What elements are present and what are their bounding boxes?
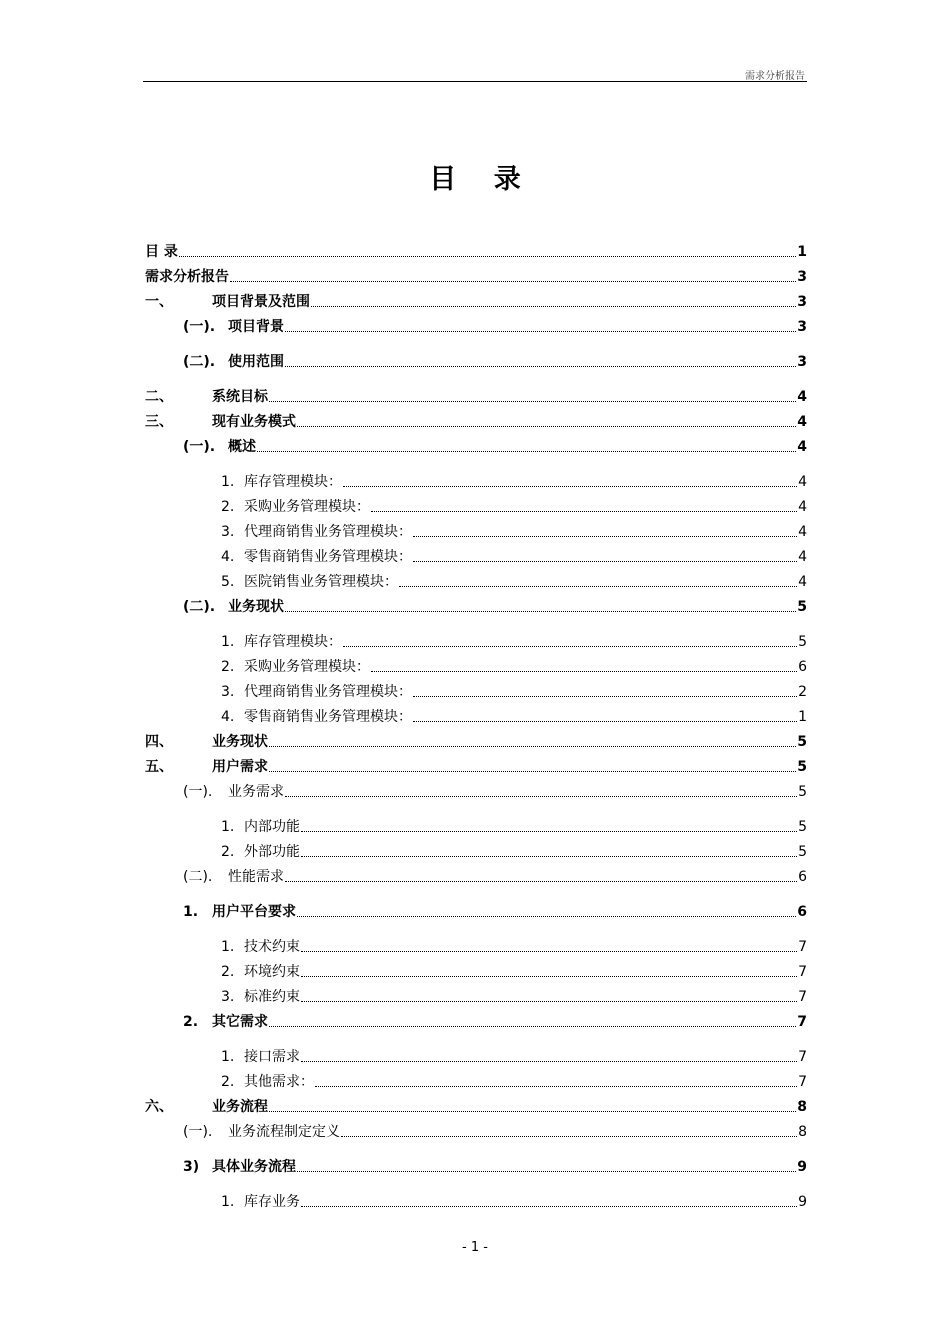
toc-entry-page: 9 xyxy=(797,1159,807,1175)
toc-entry-page: 1 xyxy=(797,244,807,260)
toc-entry-number: 三、 xyxy=(145,414,173,430)
toc-dot-leader xyxy=(301,1001,797,1002)
toc-entry-title: 其它需求 xyxy=(212,1014,268,1030)
toc-dot-leader xyxy=(285,366,796,367)
toc-entry-page: 5 xyxy=(798,844,807,860)
toc-entry-title: 现有业务模式 xyxy=(212,414,296,430)
toc-entry-number: 2. xyxy=(221,659,235,675)
toc-entry-title: 性能需求 xyxy=(228,869,284,885)
toc-entry-number: 2. xyxy=(183,1014,199,1030)
toc-entry[interactable] xyxy=(221,522,807,542)
toc-entry-page: 4 xyxy=(797,389,807,405)
toc-dot-leader xyxy=(285,796,797,797)
toc-entry-page: 3 xyxy=(797,319,807,335)
toc-entry-title: 库存管理模块： xyxy=(244,474,342,490)
toc-entry-title: 项目背景及范围 xyxy=(212,294,310,310)
toc-entry-number: (二). xyxy=(183,869,213,885)
toc-entry[interactable] xyxy=(221,1047,807,1067)
toc-entry[interactable] xyxy=(221,632,807,652)
toc-dot-leader xyxy=(269,1111,796,1112)
toc-dot-leader xyxy=(315,1086,797,1087)
toc-entry-number: 1. xyxy=(221,819,235,835)
toc-entry-number: 2. xyxy=(221,964,235,980)
toc-dot-leader xyxy=(297,426,796,427)
toc-entry-title: 项目背景 xyxy=(228,319,284,335)
toc-dot-leader xyxy=(301,831,797,832)
toc-entry-title: 用户需求 xyxy=(212,759,268,775)
toc-entry-number: (一). xyxy=(183,439,216,455)
toc-entry-page: 5 xyxy=(797,759,807,775)
toc-entry-title: 代理商销售业务管理模块： xyxy=(244,684,412,700)
toc-entry-number: (一). xyxy=(183,1124,213,1140)
toc-entry[interactable] xyxy=(183,352,807,372)
toc-entry-page: 4 xyxy=(798,499,807,515)
toc-entry[interactable] xyxy=(221,817,807,837)
toc-entry-page: 5 xyxy=(797,599,807,615)
toc-entry-number: 2. xyxy=(221,1074,235,1090)
toc-entry-title: 零售商销售业务管理模块： xyxy=(244,709,412,725)
toc-entry[interactable] xyxy=(221,657,807,677)
toc-dot-leader xyxy=(371,671,797,672)
toc-entry-number: 1. xyxy=(221,1049,235,1065)
toc-entry-number: 4. xyxy=(221,709,235,725)
toc-entry-page: 4 xyxy=(797,414,807,430)
toc-dot-leader xyxy=(179,256,796,257)
toc-entry[interactable] xyxy=(221,572,807,592)
toc-entry[interactable] xyxy=(183,1157,807,1177)
toc-entry-number: 5. xyxy=(221,574,235,590)
toc-entry-page: 1 xyxy=(798,709,807,725)
toc-dot-leader xyxy=(413,561,797,562)
toc-entry-title: 用户平台要求 xyxy=(212,904,296,920)
toc-entry-title: 需求分析报告 xyxy=(145,269,229,285)
toc-entry-title: 概述 xyxy=(228,439,256,455)
toc-entry[interactable] xyxy=(221,987,807,1007)
toc-entry-page: 3 xyxy=(797,269,807,285)
toc-entry[interactable] xyxy=(183,782,807,802)
toc-dot-leader xyxy=(301,856,797,857)
toc-entry-number: (一). xyxy=(183,784,213,800)
toc-entry-number: 2. xyxy=(221,499,235,515)
toc-entry-title: 业务现状 xyxy=(212,734,268,750)
toc-entry-title: 其他需求： xyxy=(244,1074,314,1090)
toc-entry-title: 业务需求 xyxy=(228,784,284,800)
toc-entry-page: 8 xyxy=(797,1099,807,1115)
toc-entry-number: 3) xyxy=(183,1159,200,1175)
toc-entry-number: 3. xyxy=(221,684,235,700)
toc-entry[interactable] xyxy=(221,472,807,492)
toc-entry[interactable] xyxy=(145,242,807,262)
toc-entry[interactable] xyxy=(221,937,807,957)
toc-entry-page: 6 xyxy=(797,904,807,920)
toc-entry[interactable] xyxy=(145,412,807,432)
toc-dot-leader xyxy=(311,306,796,307)
toc-dot-leader xyxy=(269,771,796,772)
toc-entry-page: 7 xyxy=(798,964,807,980)
toc-entry-page: 5 xyxy=(798,784,807,800)
toc-entry-number: 2. xyxy=(221,844,235,860)
toc-entry-page: 4 xyxy=(798,474,807,490)
toc-entry-page: 7 xyxy=(798,1049,807,1065)
toc-entry-title: 使用范围 xyxy=(228,354,284,370)
toc-dot-leader xyxy=(257,451,796,452)
toc-entry-page: 8 xyxy=(798,1124,807,1140)
toc-entry-page: 6 xyxy=(798,869,807,885)
toc-entry[interactable] xyxy=(145,267,807,287)
toc-entry-title: 技术约束 xyxy=(244,939,300,955)
toc-dot-leader xyxy=(301,1061,797,1062)
toc-entry-title: 代理商销售业务管理模块： xyxy=(244,524,412,540)
toc-dot-leader xyxy=(285,331,796,332)
toc-dot-leader xyxy=(413,536,797,537)
toc-dot-leader xyxy=(413,696,797,697)
toc-dot-leader xyxy=(285,881,797,882)
toc-entry-title: 采购业务管理模块： xyxy=(244,659,370,675)
toc-entry-number: (二). xyxy=(183,354,216,370)
toc-entry-title: 零售商销售业务管理模块： xyxy=(244,549,412,565)
toc-entry-number: 1. xyxy=(183,904,199,920)
toc-entry[interactable] xyxy=(221,682,807,702)
toc-entry[interactable] xyxy=(221,842,807,862)
toc-dot-leader xyxy=(301,1206,797,1207)
toc-dot-leader xyxy=(297,1171,796,1172)
toc-entry-page: 4 xyxy=(797,439,807,455)
page-header-text: 需求分析报告 xyxy=(745,71,805,82)
toc-dot-leader xyxy=(343,646,797,647)
toc-entry-page: 4 xyxy=(798,524,807,540)
toc-entry-title: 业务流程制定定义 xyxy=(228,1124,340,1140)
toc-entry[interactable] xyxy=(145,292,807,312)
toc-entry-page: 7 xyxy=(798,989,807,1005)
toc-entry-number: 六、 xyxy=(145,1099,173,1115)
toc-entry-number: 一、 xyxy=(145,294,173,310)
toc-entry-page: 5 xyxy=(797,734,807,750)
toc-entry-number: 1. xyxy=(221,634,235,650)
toc-dot-leader xyxy=(269,1026,796,1027)
toc-entry-title: 医院销售业务管理模块： xyxy=(244,574,398,590)
toc-entry[interactable] xyxy=(221,1072,807,1092)
toc-entry-title: 具体业务流程 xyxy=(212,1159,296,1175)
toc-entry-page: 3 xyxy=(797,354,807,370)
toc-entry-title: 业务现状 xyxy=(228,599,284,615)
toc-entry-number: 五、 xyxy=(145,759,173,775)
toc-entry-number: 1. xyxy=(221,939,235,955)
toc-entry-number: 3. xyxy=(221,524,235,540)
toc-dot-leader xyxy=(301,951,797,952)
toc-entry[interactable] xyxy=(183,597,807,617)
toc-entry-page: 7 xyxy=(797,1014,807,1030)
toc-entry[interactable] xyxy=(183,1122,807,1142)
page-number: - 1 - xyxy=(462,1240,488,1255)
toc-entry-page: 5 xyxy=(798,634,807,650)
toc-entry-title: 环境约束 xyxy=(244,964,300,980)
toc-entry-page: 7 xyxy=(798,939,807,955)
toc-entry-title: 标准约束 xyxy=(244,989,300,1005)
toc-entry[interactable] xyxy=(183,1012,807,1032)
toc-dot-leader xyxy=(297,916,796,917)
toc-entry[interactable] xyxy=(145,387,807,407)
toc-entry[interactable] xyxy=(221,1192,807,1212)
toc-entry-number: (一). xyxy=(183,319,216,335)
toc-entry[interactable] xyxy=(145,757,807,777)
toc-entry[interactable] xyxy=(221,497,807,517)
toc-entry-number: 4. xyxy=(221,549,235,565)
toc-dot-leader xyxy=(399,586,797,587)
toc-entry-number: 四、 xyxy=(145,734,173,750)
toc-entry-page: 4 xyxy=(798,549,807,565)
toc-entry-page: 3 xyxy=(797,294,807,310)
toc-entry-page: 9 xyxy=(798,1194,807,1210)
toc-entry[interactable] xyxy=(183,867,807,887)
toc-dot-leader xyxy=(371,511,797,512)
toc-dot-leader xyxy=(285,611,796,612)
toc-entry-page: 7 xyxy=(798,1074,807,1090)
toc-dot-leader xyxy=(341,1136,797,1137)
toc-entry-number: 1. xyxy=(221,474,235,490)
toc-entry-title: 目 录 xyxy=(145,244,178,260)
toc-entry-title: 采购业务管理模块： xyxy=(244,499,370,515)
toc-entry-number: 二、 xyxy=(145,389,173,405)
toc-dot-leader xyxy=(230,281,796,282)
toc-entry[interactable] xyxy=(183,902,807,922)
toc-entry-title: 业务流程 xyxy=(212,1099,268,1115)
toc-entry[interactable] xyxy=(221,707,807,727)
toc-entry[interactable] xyxy=(145,1097,807,1117)
toc-dot-leader xyxy=(269,746,796,747)
toc-entry-title: 系统目标 xyxy=(212,389,268,405)
toc-dot-leader xyxy=(301,976,797,977)
toc-entry-title: 外部功能 xyxy=(244,844,300,860)
toc-entry-title: 接口需求 xyxy=(244,1049,300,1065)
toc-entry[interactable] xyxy=(221,962,807,982)
toc-dot-leader xyxy=(343,486,797,487)
toc-dot-leader xyxy=(269,401,796,402)
toc-entry-title: 内部功能 xyxy=(244,819,300,835)
toc-dot-leader xyxy=(413,721,797,722)
toc-entry[interactable] xyxy=(145,732,807,752)
toc-entry-page: 2 xyxy=(798,684,807,700)
toc-entry[interactable] xyxy=(183,437,807,457)
toc-entry-number: (二). xyxy=(183,599,216,615)
toc-entry-page: 4 xyxy=(798,574,807,590)
toc-entry-title: 库存业务 xyxy=(244,1194,300,1210)
toc-entry-title: 库存管理模块： xyxy=(244,634,342,650)
toc-entry-page: 5 xyxy=(798,819,807,835)
toc-entry[interactable] xyxy=(221,547,807,567)
toc-title: 目 录 xyxy=(429,164,535,195)
toc-entry-number: 3. xyxy=(221,989,235,1005)
toc-entry-page: 6 xyxy=(798,659,807,675)
toc-entry[interactable] xyxy=(183,317,807,337)
toc-entry-number: 1. xyxy=(221,1194,235,1210)
